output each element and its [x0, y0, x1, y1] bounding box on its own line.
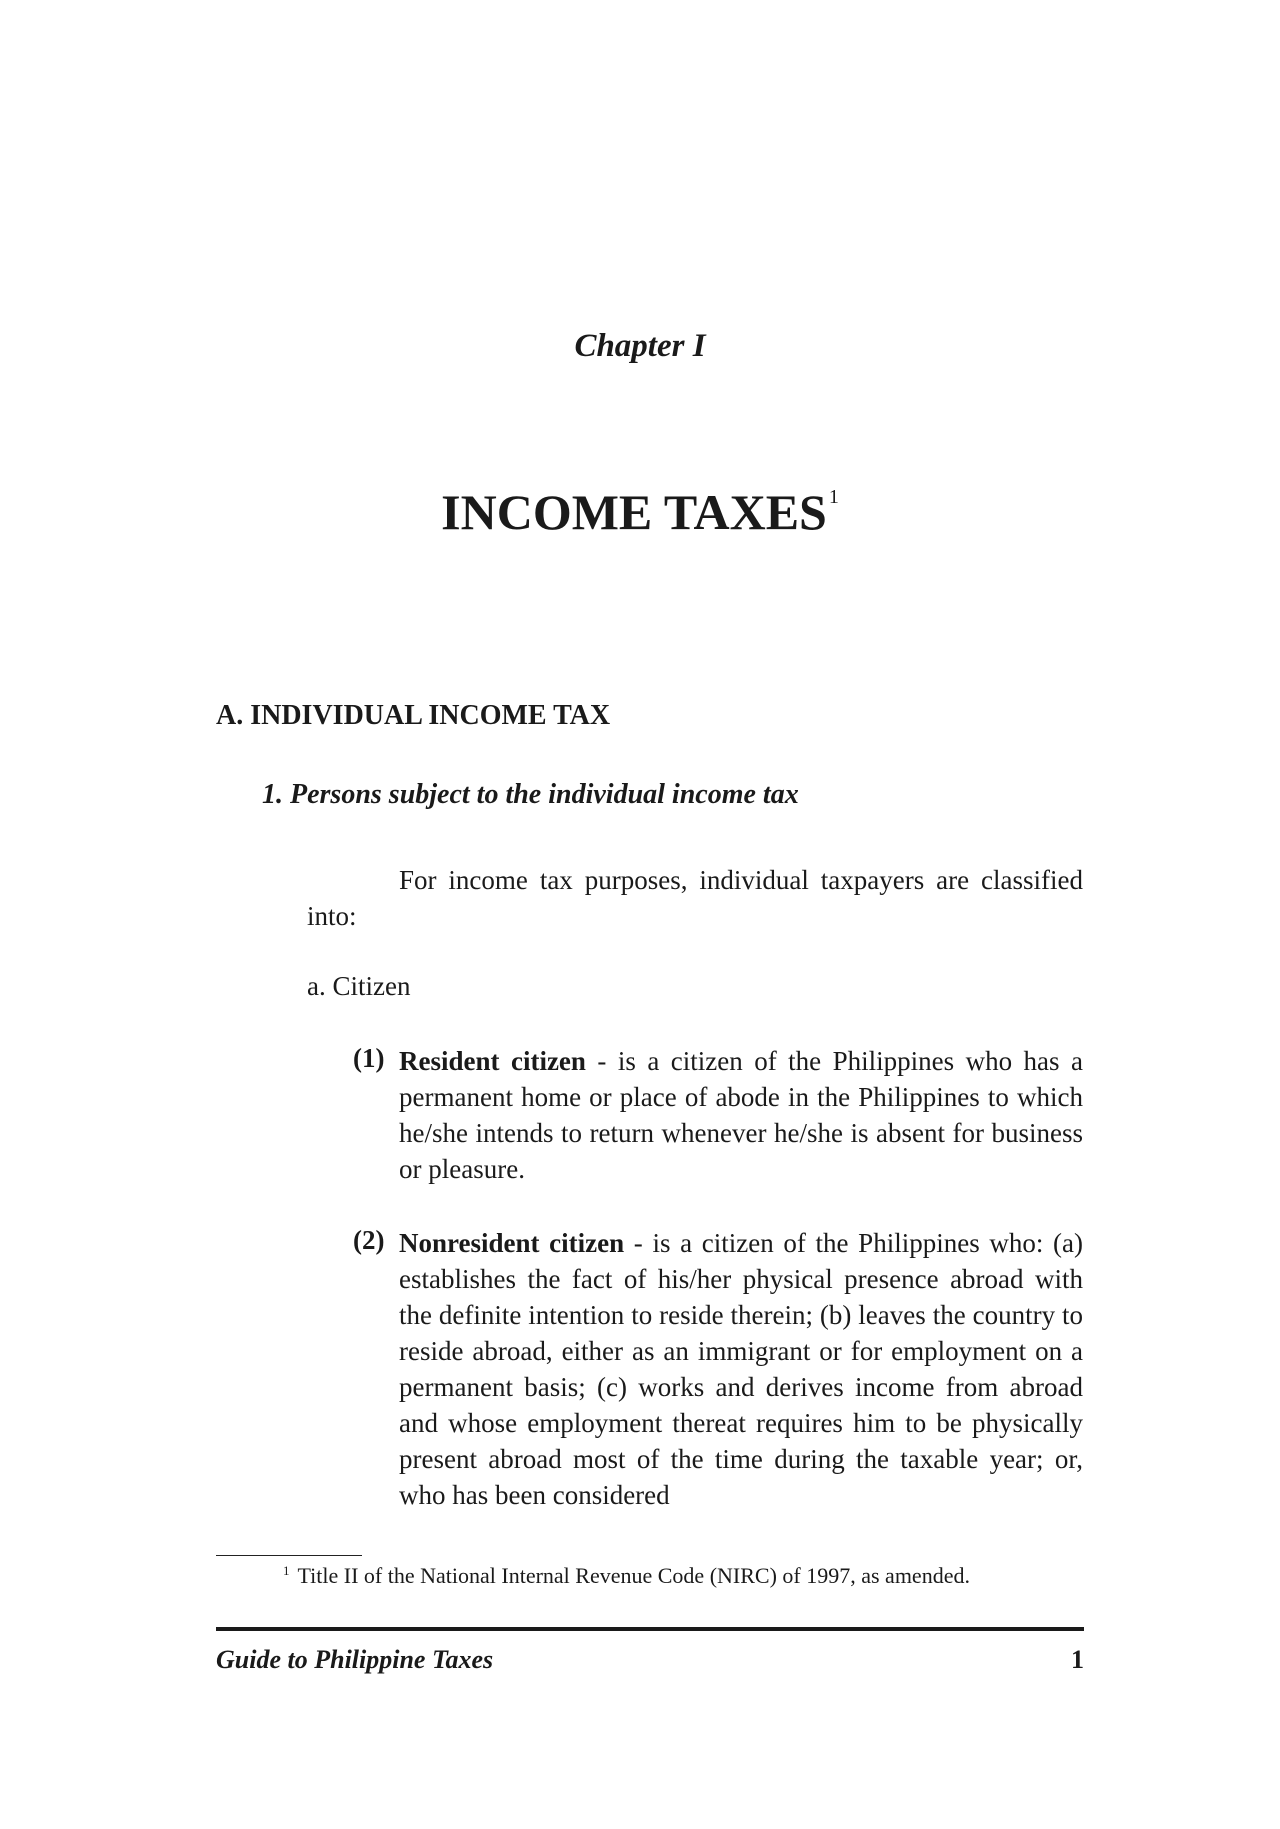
chapter-title-text: INCOME TAXES	[441, 484, 827, 540]
definition-term: Nonresident citizen	[399, 1228, 625, 1258]
footer-book-title: Guide to Philippine Taxes	[216, 1645, 494, 1674]
intro-paragraph: For income tax purposes, individual taxpayers are classified into:	[307, 865, 1083, 931]
page-number: 1	[1071, 1645, 1084, 1674]
definition-number: (2)	[353, 1225, 385, 1255]
definition-text: - is a citizen of the Philippines who: (a) establishes the fact of his/her physical presence abroad with the definite intention to reside therein; (b) leaves the country to reside abroad, either as an immigrant or for employment on a permanent basis; (c) works and derives income from abroad and whose employment thereat requires him to be physically present abroad most of the time during the taxable year; or, who has been considered	[399, 1228, 1083, 1510]
footnote	[283, 1563, 970, 1589]
list-item-citizen: a. Citizen	[307, 971, 411, 1001]
chapter-title	[0, 483, 1280, 541]
definition-nonresident-citizen	[399, 1225, 1083, 1513]
title-footnote-mark: 1	[828, 486, 839, 508]
definition-term: Resident citizen	[399, 1046, 586, 1076]
definition-resident-citizen	[399, 1043, 1083, 1187]
subsection-heading-1: 1. Persons subject to the individual income tax	[262, 779, 799, 810]
definition-text: - is a citizen of the Philippines who has a permanent home or place of abode in the Philippines to which he/she intends to return whenever he/she is absent for business or pleasure.	[399, 1046, 1083, 1184]
footer-divider	[216, 1627, 1084, 1631]
chapter-heading: Chapter I	[574, 328, 706, 364]
section-heading-a: A. INDIVIDUAL INCOME TAX	[216, 700, 611, 731]
footnote-divider	[216, 1555, 362, 1556]
footnote-mark: 1	[283, 1563, 290, 1578]
definition-number: (1)	[353, 1043, 385, 1073]
footnote-text: Title II of the National Internal Revenue Code (NIRC) of 1997, as amended.	[297, 1563, 970, 1588]
